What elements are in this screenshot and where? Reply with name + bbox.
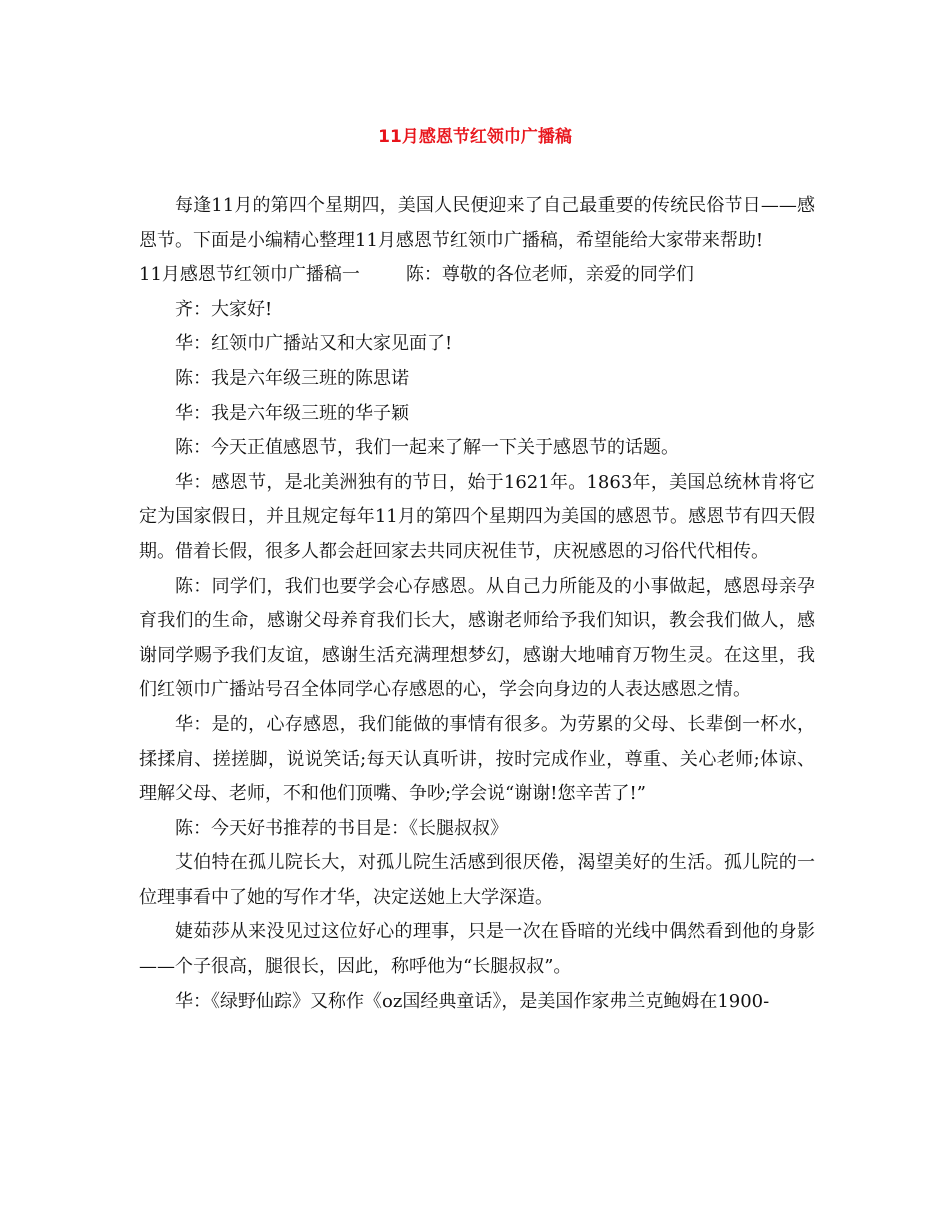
paragraph-gratitude: 陈：同学们，我们也要学会心存感恩。从自己力所能及的小事做起，感恩母亲孕育我们的生命，感谢父母养育我们长大，感谢老师给予我们知识，教会我们做人，感谢同学赐予我们友谊，感谢生活充满理想梦幻，感谢大地哺育万物生灵。在这里，我们红领巾广播站号召全体同学心存感恩的心，学会向身边的人表达感恩之情。 <box>139 575 815 701</box>
paragraph-actions: 华：是的，心存感恩，我们能做的事情有很多。为劳累的父母、长辈倒一杯水，揉揉肩、搓搓脚，说说笑话;每天认真听讲，按时完成作业，尊重、关心老师;体谅、理解父母、老师，不和他们顶嘴、争吵;学会说“谢谢!您辛苦了!” <box>139 713 815 805</box>
document-title: 11月感恩节红领巾广播稿 <box>378 127 572 147</box>
section-heading-line <box>139 258 815 293</box>
paragraph-chen-intro: 陈：我是六年级三班的陈思诺 <box>175 367 409 389</box>
section-heading: 11月感恩节红领巾广播稿一 <box>139 264 360 286</box>
section-first-line: 陈：尊敬的各位老师，亲爱的同学们 <box>405 264 694 286</box>
paragraph-book-recommend: 陈：今天好书推荐的书目是：《长腿叔叔》 <box>175 817 508 839</box>
paragraph-greeting: 齐：大家好! <box>175 298 273 320</box>
paragraph-wizard-of-oz: 华：《绿野仙踪》又称作《oz国经典童话》，是美国作家弗兰克鲍姆在1900- <box>175 990 770 1012</box>
intro-paragraph: 每逢11月的第四个星期四，美国人民便迎来了自己最重要的传统民俗节日——感恩节。下面是小编精心整理11月感恩节红领巾广播稿，希望能给大家带来帮助! <box>139 195 815 251</box>
paragraph-book-summary-2: 婕茹莎从来没见过这位好心的理事，只是一次在昏暗的光线中偶然看到他的身影——个子很高，腿很长，因此，称呼他为“长腿叔叔”。 <box>139 921 815 978</box>
paragraph-hua-intro: 华：我是六年级三班的华子颖 <box>175 402 409 424</box>
paragraph-topic: 陈：今天正值感恩节，我们一起来了解一下关于感恩节的话题。 <box>175 437 679 459</box>
paragraph-history: 华：感恩节，是北美洲独有的节日，始于1621年。1863年，美国总统林肯将它定为国家假日，并且规定每年11月的第四个星期四为美国的感恩节。感恩节有四天假期。借着长假，很多人都会赶回家去共同庆祝佳节，庆祝感恩的习俗代代相传。 <box>139 471 815 562</box>
paragraph-station: 华：红领巾广播站又和大家见面了! <box>175 333 453 355</box>
document-body <box>139 189 815 1019</box>
paragraph-book-summary-1: 艾伯特在孤儿院长大，对孤儿院生活感到很厌倦，渴望美好的生活。孤儿院的一位理事看中了她的写作才华，决定送她上大学深造。 <box>139 852 815 908</box>
